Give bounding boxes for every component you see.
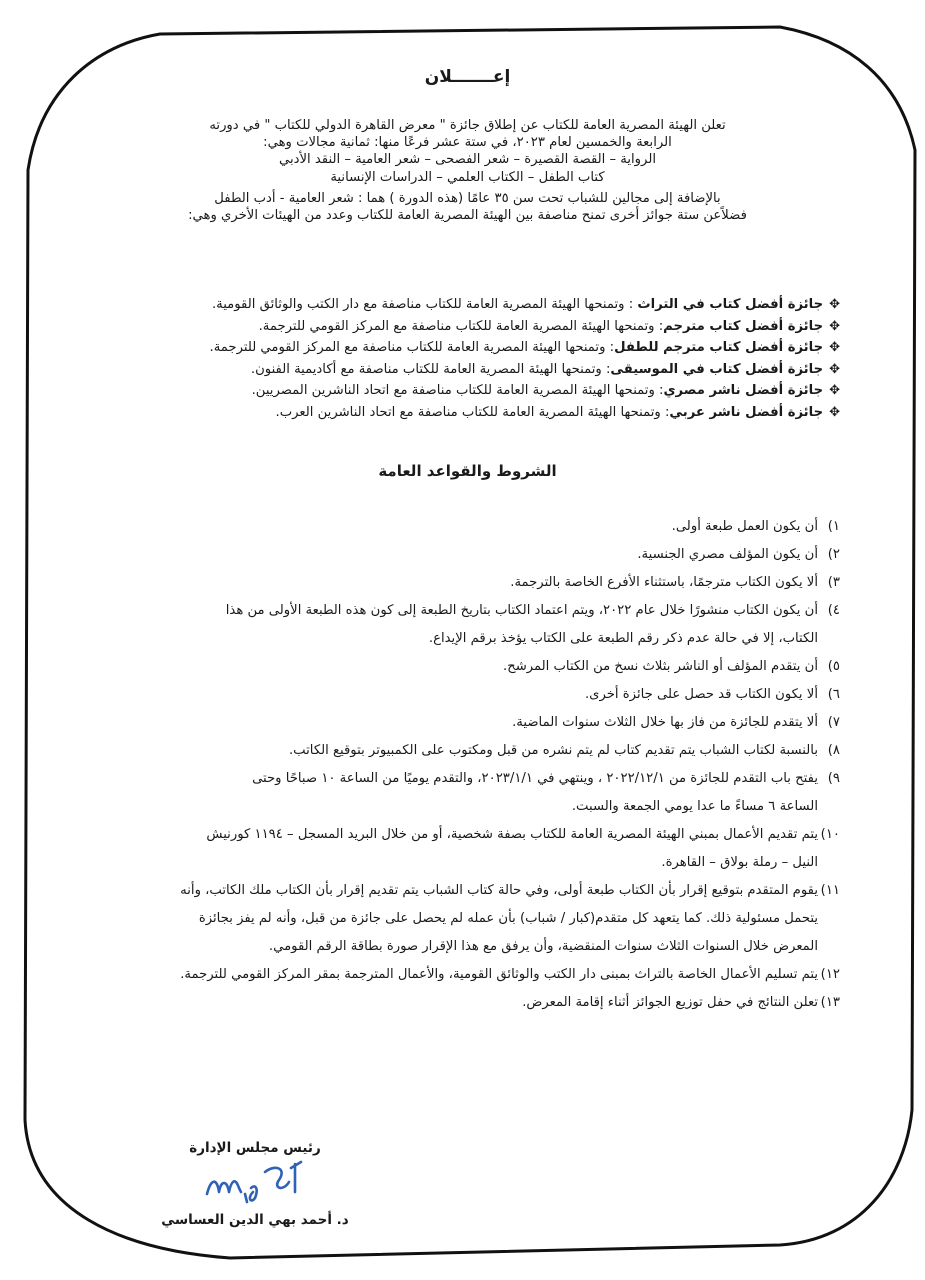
prize-description: : وتمنحها الهيئة المصرية العامة للكتاب مناصفة مع دار الكتب والوثائق القومية.: [211, 297, 638, 312]
rule-text-line: النيل – رملة بولاق – القاهرة.: [661, 855, 818, 870]
diamond-bullet-icon: ✥: [829, 297, 840, 312]
diamond-bullet-icon: ✥: [829, 318, 840, 334]
prize-description: : وتمنحها الهيئة المصرية العامة للكتاب مناصفة مع أكاديمية الفنون.: [250, 361, 611, 377]
rule-text-line: يتم تسليم الأعمال الخاصة بالتراث بمبنى دار الكتب والوثائق القومية، والأعمال المترجمة بمقر المركز القومي للترجمة.: [180, 967, 818, 982]
prize-description: : وتمنحها الهيئة المصرية العامة للكتاب مناصفة مع اتحاد الناشرين العرب.: [275, 404, 670, 420]
rule-text-line: أن يكون العمل طبعة أولى.: [671, 519, 818, 534]
signatory-role: رئيس مجلس الإدارة: [189, 1140, 321, 1156]
rule-text-line: يقوم المتقدم بتوقيع إقرار بأن الكتاب طبعة أولى، وفي حالة كتاب الشباب يتم تقديم إقرار بأن الكتاب ملك الكاتب، وأنه: [180, 883, 818, 898]
diamond-bullet-icon: ✥: [829, 340, 840, 355]
prize-item: [60, 337, 840, 359]
rule-text-line: الساعة ٦ مساءً ما عدا يومي الجمعة والسبت.: [571, 799, 818, 814]
rule-number: ٦): [827, 687, 840, 702]
rule-text-line: الكتاب، إلا في حالة عدم ذكر رقم الطبعة على الكتاب يؤخذ برقم الإيداع.: [428, 631, 818, 646]
rule-text-line: ألا يتقدم للجائزة من فاز بها خلال الثلاث سنوات الماضية.: [512, 715, 818, 730]
prize-name: جائزة أفضل كتاب مترجم: [663, 318, 824, 334]
prizes-list: [60, 294, 840, 423]
rule-item: [60, 765, 840, 821]
rule-number: ٩): [827, 771, 840, 786]
prize-item: [60, 380, 840, 402]
diamond-bullet-icon: ✥: [829, 404, 840, 420]
rule-text-line: يتم تقديم الأعمال بمبني الهيئة المصرية العامة للكتاب بصفة شخصية، أو من خلال البريد المسجل – ١١٩٤ كورنيش: [206, 827, 818, 842]
rule-item: [60, 709, 840, 737]
prize-name: جائزة أفضل كتاب مترجم للطفل: [614, 340, 824, 355]
rule-text-line: أن يتقدم المؤلف أو الناشر بثلاث نسخ من الكتاب المرشح.: [502, 659, 818, 674]
announcement-title: إعـــــــلان: [424, 67, 511, 87]
rule-text-line: ألا يكون الكتاب قد حصل على جائزة أخرى.: [584, 687, 818, 702]
intro-line: بالإضافة إلى مجالين للشباب تحت سن ٣٥ عامًا (هذه الدورة ) هما : شعر العامية - أدب الطفل: [214, 190, 721, 206]
prize-description: : وتمنحها الهيئة المصرية العامة للكتاب مناصفة مع اتحاد الناشرين المصريين.: [251, 383, 664, 398]
prize-item: [60, 294, 840, 316]
rule-text-line: تعلن النتائج في حفل توزيع الجوائز أثناء إقامة المعرض.: [522, 995, 818, 1010]
intro-paragraph: [60, 117, 875, 224]
rule-item: [60, 597, 840, 653]
rule-number: ٤): [827, 603, 840, 618]
prize-item: [60, 316, 840, 338]
diamond-bullet-icon: ✥: [829, 361, 840, 377]
rule-item: [60, 961, 840, 989]
intro-line: الرابعة والخمسين لعام ٢٠٢٣، في ستة عشر فرعًا منها: ثمانية مجالات وهي:: [263, 135, 672, 151]
rule-text-line: المعرض خلال السنوات الثلاث سنوات المنقضية، وأن يرفق مع هذا الإقرار صورة بطاقة الرقم القومي.: [268, 939, 818, 954]
prize-item: [60, 402, 840, 424]
rules-section-title: الشروط والقواعد العامة: [378, 462, 557, 480]
prize-name: جائزة أفضل كتاب في الموسيقى: [610, 361, 824, 377]
rule-number: ١): [827, 519, 840, 534]
rule-item: [60, 653, 840, 681]
rule-item: [60, 989, 840, 1017]
prize-name: جائزة أفضل كتاب في التراث: [637, 297, 824, 312]
rule-number: ٥): [827, 659, 840, 674]
rule-number: ١٠): [820, 827, 840, 842]
rule-item: [60, 569, 840, 597]
intro-line: تعلن الهيئة المصرية العامة للكتاب عن إطلاق جائزة " معرض القاهرة الدولي للكتاب " في دورته: [209, 118, 726, 133]
intro-line: كتاب الطفل – الكتاب العلمي – الدراسات الإنسانية: [330, 169, 605, 185]
rule-item: [60, 877, 840, 961]
rule-number: ١٢): [820, 967, 840, 982]
signatory-name: د. أحمد بهي الدين العساسي: [161, 1212, 349, 1228]
handwritten-signature: [195, 1158, 315, 1208]
intro-line: فضلاًعن ستة جوائز أخرى تمنح مناصفة بين الهيئة المصرية العامة للكتاب وعدد من الهيئات الأخري وهي:: [188, 208, 747, 224]
rule-text-line: يتحمل مسئولية ذلك. كما يتعهد كل متقدم(كبار / شباب) بأن عمله لم يحصل على جائزة من قبل، وأنه لم يفز بجائزة: [198, 911, 818, 926]
rule-number: ٣): [827, 575, 840, 590]
rule-item: [60, 821, 840, 877]
rule-text-line: بالنسبة لكتاب الشباب يتم تقديم كتاب لم يتم نشره من قبل ومكتوب على الكمبيوتر بتوقيع الكاتب.: [288, 743, 818, 758]
prize-description: : وتمنحها الهيئة المصرية العامة للكتاب مناصفة مع المركز القومي للترجمة.: [258, 318, 664, 334]
rule-item: [60, 513, 840, 541]
rule-item: [60, 681, 840, 709]
rule-text-line: أن يكون الكتاب منشورًا خلال عام ٢٠٢٢، ويتم اعتماد الكتاب بتاريخ الطبعة إلى كون هذه الطبعة الأولى من هذا: [225, 603, 818, 618]
prize-item: [60, 359, 840, 381]
intro-line: الرواية – القصة القصيرة – شعر الفصحى – شعر العامية – النقد الأدبي: [278, 152, 657, 168]
signature-block: [155, 1140, 355, 1228]
prize-name: جائزة أفضل ناشر عربي: [669, 404, 824, 420]
rule-item: [60, 541, 840, 569]
rule-text-line: أن يكون المؤلف مصري الجنسية.: [637, 547, 818, 562]
rule-text-line: ألا يكون الكتاب مترجمًا، باستثناء الأفرع الخاصة بالترجمة.: [510, 575, 818, 590]
diamond-bullet-icon: ✥: [829, 383, 840, 398]
rule-number: ١٣): [820, 995, 840, 1010]
prize-description: : وتمنحها الهيئة المصرية العامة للكتاب مناصفة مع المركز القومي للترجمة.: [209, 340, 615, 355]
rule-text-line: يفتح باب التقدم للجائزة من ٢٠٢٢/١٢/١ ، وينتهي في ٢٠٢٣/١/١، والتقدم يوميًا من الساعة ١٠ صباحًا وحتى: [252, 771, 818, 786]
rule-item: [60, 737, 840, 765]
rule-number: ٧): [827, 715, 840, 730]
rules-list: [60, 513, 840, 1017]
prize-name: جائزة أفضل ناشر مصري: [663, 383, 824, 398]
rule-number: ٢): [827, 547, 840, 562]
rule-number: ١١): [820, 883, 840, 898]
rule-number: ٨): [827, 743, 840, 758]
